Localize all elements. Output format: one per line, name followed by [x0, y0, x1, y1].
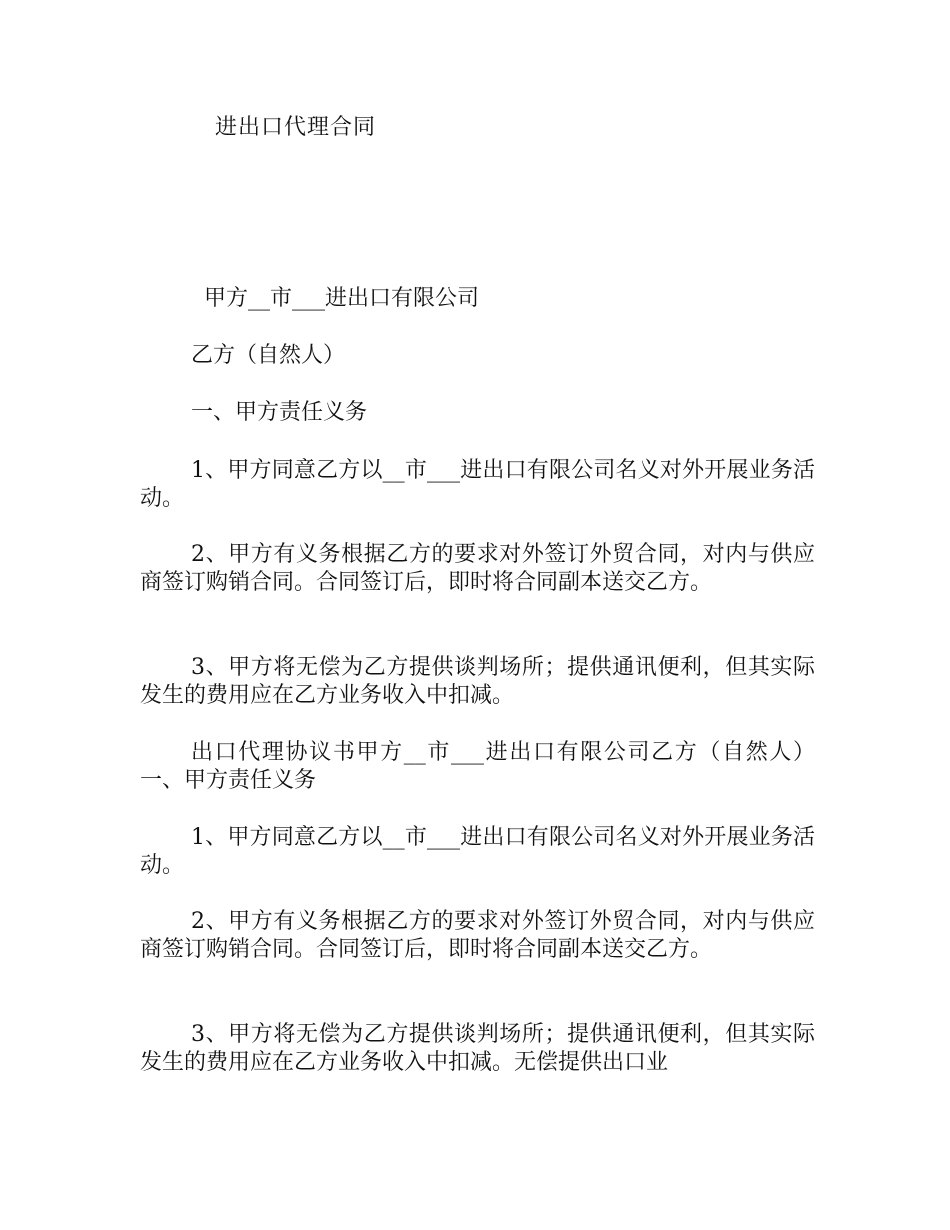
document-title: 进出口代理合同	[215, 115, 377, 140]
paragraph-2: 2、甲方有义务根据乙方的要求对外签订外贸合同，对内与供应商签订购销合同。合同签订后，即时将合同副本送交乙方。	[140, 542, 815, 595]
paragraph-3: 3、甲方将无偿为乙方提供谈判场所；提供通讯便利，但其实际发生的费用应在乙方业务收入中扣减。	[140, 655, 815, 708]
paragraph-4: 出口代理协议书甲方__市___进出口有限公司乙方（自然人）一、甲方责任义务	[140, 740, 815, 793]
section-heading: 一、甲方责任义务	[191, 400, 368, 425]
paragraph-1: 1、甲方同意乙方以__市___进出口有限公司名义对外开展业务活动。	[140, 458, 815, 511]
party-b-line: 乙方（自然人）	[191, 343, 346, 368]
paragraph-5: 1、甲方同意乙方以__市___进出口有限公司名义对外开展业务活动。	[140, 825, 815, 878]
paragraph-7: 3、甲方将无偿为乙方提供谈判场所；提供通讯便利，但其实际发生的费用应在乙方业务收入中扣减。无偿提供出口业	[140, 1022, 815, 1075]
paragraph-6: 2、甲方有义务根据乙方的要求对外签订外贸合同，对内与供应商签订购销合同。合同签订后，即时将合同副本送交乙方。	[140, 909, 815, 962]
party-a-line: 甲方__市___进出口有限公司	[204, 286, 480, 311]
